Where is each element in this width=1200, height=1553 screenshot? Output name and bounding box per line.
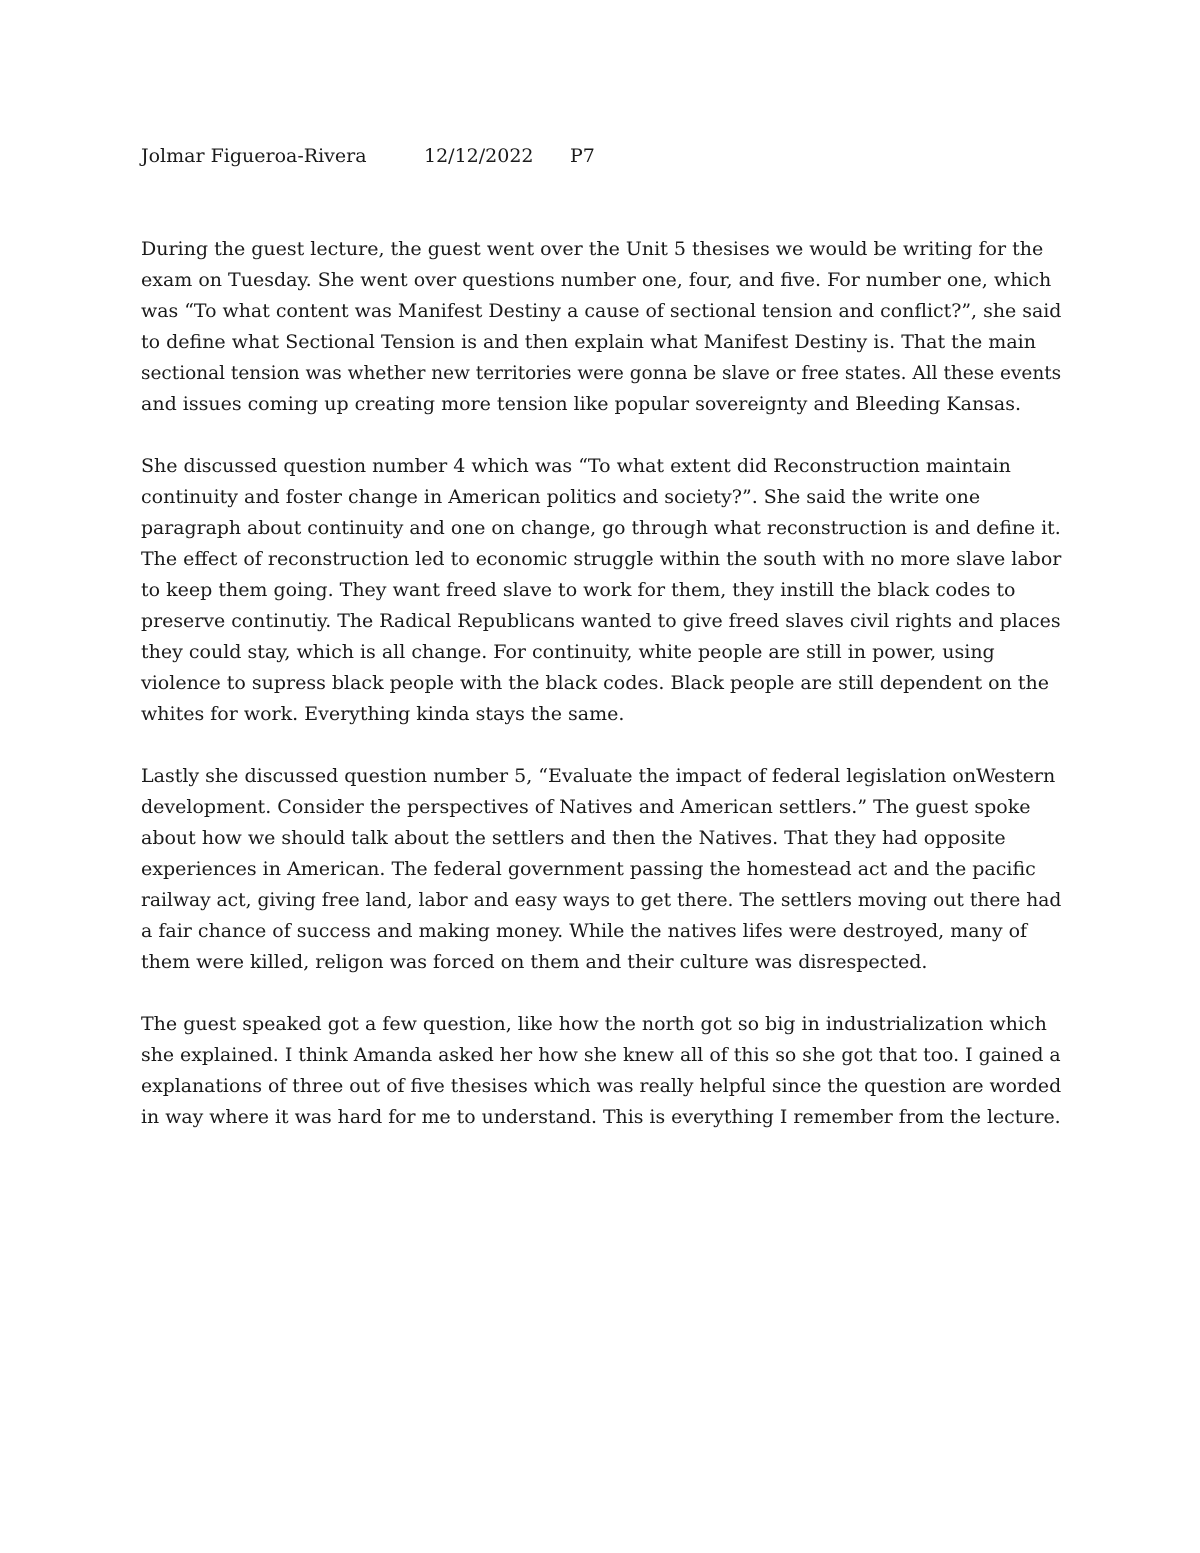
document-date: 12/12/2022 <box>424 145 534 167</box>
text-line: She discussed question number 4 which was “To what extent did Reconstruction maintain <box>141 455 1011 477</box>
text-line: a fair chance of success and making money. While the natives lifes were destroyed, many of <box>141 920 1028 942</box>
student-name: Jolmar Figueroa-Rivera <box>141 145 367 167</box>
text-line: development. Consider the perspectives of Natives and American settlers.” The guest spoke <box>141 796 1031 818</box>
text-line: The guest speaked got a few question, like how the north got so big in industrialization which <box>141 1013 1047 1035</box>
class-period: P7 <box>570 145 595 167</box>
text-line: she explained. I think Amanda asked her how she knew all of this so she got that too. I gained a <box>141 1044 1061 1066</box>
text-line: railway act, giving free land, labor and easy ways to get there. The settlers moving out there had <box>141 889 1062 911</box>
text-line: was “To what content was Manifest Destiny a cause of sectional tension and conflict?”, she said <box>141 300 1062 322</box>
text-line: about how we should talk about the settlers and then the Natives. That they had opposite <box>141 827 1006 849</box>
paragraph-4 <box>141 1009 1061 1133</box>
text-line: violence to supress black people with the black codes. Black people are still dependent on the <box>141 672 1049 694</box>
text-line: continuity and foster change in American politics and society?”. She said the write one <box>141 486 981 508</box>
text-line: exam on Tuesday. She went over questions number one, four, and five. For number one, which <box>141 269 1052 291</box>
paragraph-3 <box>141 761 1061 978</box>
text-line: them were killed, religon was forced on them and their culture was disrespected. <box>141 951 928 973</box>
text-line: they could stay, which is all change. For continuity, white people are still in power, using <box>141 641 995 663</box>
text-line: Lastly she discussed question number 5, “Evaluate the impact of federal legislation onWestern <box>141 765 1056 787</box>
text-line: to keep them going. They want freed slave to work for them, they instill the black codes to <box>141 579 1016 601</box>
paragraph-2 <box>141 451 1061 730</box>
text-line: in way where it was hard for me to understand. This is everything I remember from the lecture. <box>141 1106 1061 1128</box>
text-line: whites for work. Everything kinda stays the same. <box>141 703 625 725</box>
paragraph-1 <box>141 234 1061 420</box>
text-line: paragraph about continuity and one on change, go through what reconstruction is and define it. <box>141 517 1061 539</box>
text-line: and issues coming up creating more tension like popular sovereignty and Bleeding Kansas. <box>141 393 1022 415</box>
document-header <box>141 141 1061 172</box>
text-line: experiences in American. The federal government passing the homestead act and the pacific <box>141 858 1036 880</box>
document-paragraphs <box>141 234 1061 1133</box>
text-line: sectional tension was whether new territories were gonna be slave or free states. All these events <box>141 362 1062 384</box>
text-line: to define what Sectional Tension is and then explain what Manifest Destiny is. That the main <box>141 331 1036 353</box>
text-line: During the guest lecture, the guest went over the Unit 5 thesises we would be writing for the <box>141 238 1044 260</box>
text-line: explanations of three out of five thesises which was really helpful since the question are worded <box>141 1075 1062 1097</box>
document-body <box>141 141 1061 1164</box>
text-line: The effect of reconstruction led to economic struggle within the south with no more slave labor <box>141 548 1062 570</box>
text-line: preserve continutiy. The Radical Republicans wanted to give freed slaves civil rights and places <box>141 610 1061 632</box>
